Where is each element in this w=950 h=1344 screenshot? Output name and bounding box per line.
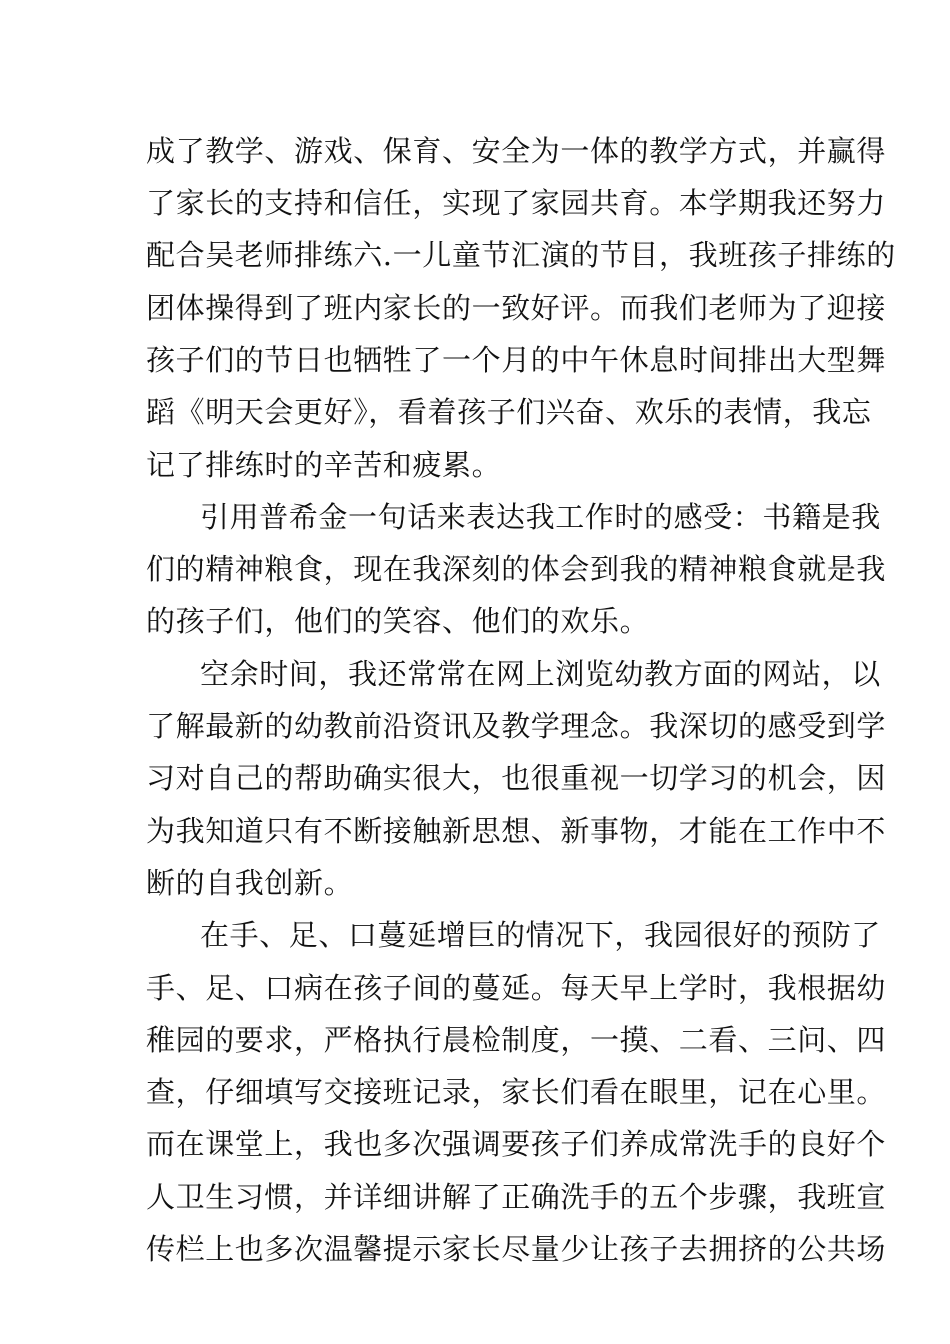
- paragraph-first-line: 在手、足、口蔓延增巨的情况下，我园很好的预防了: [200, 918, 881, 952]
- paragraph-first-line: 引用普希金一句话来表达我工作时的感受：书籍是我: [200, 500, 881, 534]
- text-line: 们的精神粮食，现在我深刻的体会到我的精神粮食就是我: [146, 552, 887, 586]
- text-line: 孩子们的节日也牺牲了一个月的中午休息时间排出大型舞: [146, 343, 887, 377]
- text-line: 成了教学、游戏、保育、安全为一体的教学方式，并赢得: [146, 134, 887, 168]
- text-line: 断的自我创新。: [146, 866, 354, 900]
- text-line: 而在课堂上，我也多次强调要孩子们养成常洗手的良好个: [146, 1127, 887, 1161]
- paragraph-first-line: 空余时间，我还常常在网上浏览幼教方面的网站，以: [200, 657, 881, 691]
- text-line: 记了排练时的辛苦和疲累。: [146, 448, 502, 482]
- text-line: 查，仔细填写交接班记录，家长们看在眼里，记在心里。: [146, 1075, 887, 1109]
- text-line: 稚园的要求，严格执行晨检制度，一摸、二看、三问、四: [146, 1023, 887, 1057]
- text-line: 传栏上也多次温馨提示家长尽量少让孩子去拥挤的公共场: [146, 1232, 887, 1266]
- text-line: 了解最新的幼教前沿资讯及教学理念。我深切的感受到学: [146, 709, 887, 743]
- text-line: 配合吴老师排练六.一儿童节汇演的节目，我班孩子排练的: [146, 238, 896, 272]
- text-line: 为我知道只有不断接触新思想、新事物，才能在工作中不: [146, 814, 887, 848]
- text-line: 了家长的支持和信任，实现了家园共育。本学期我还努力: [146, 186, 887, 220]
- text-line: 习对自己的帮助确实很大，也很重视一切学习的机会，因: [146, 761, 887, 795]
- text-line: 蹈《明天会更好》，看着孩子们兴奋、欢乐的表情，我忘: [146, 395, 872, 429]
- text-line: 的孩子们，他们的笑容、他们的欢乐。: [146, 604, 650, 638]
- text-line: 人卫生习惯，并详细讲解了正确洗手的五个步骤，我班宣: [146, 1180, 887, 1214]
- text-line: 团体操得到了班内家长的一致好评。而我们老师为了迎接: [146, 291, 887, 325]
- text-line: 手、足、口病在孩子间的蔓延。每天早上学时，我根据幼: [146, 971, 887, 1005]
